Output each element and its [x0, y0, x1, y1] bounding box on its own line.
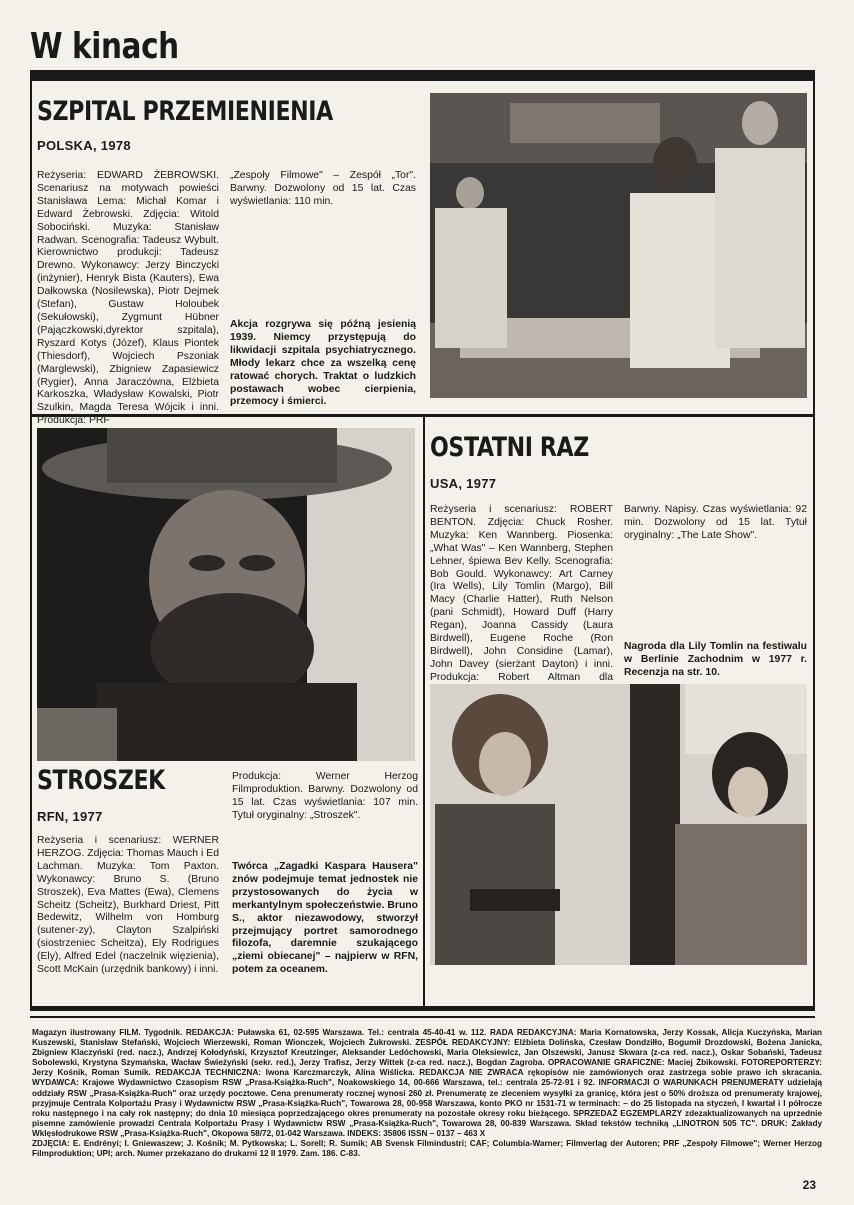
vertical-divider-lower	[423, 417, 425, 1007]
summary-ostatni-raz: Nagroda dla Lily Tomlin na festiwalu w Berlinie Zachodnim w 1977 r. Recenzja na str. 10.	[624, 641, 807, 678]
film-title-stroszek: STROSZEK	[37, 765, 165, 796]
credits-ostatni-raz-col1: Reżyseria i scenariusz: ROBERT BENTON. Zdjęcia: Chuck Rosher. Muzyka: Ken Wannberg. Piosenka: „What Was" – Ken Wannberg, Stephen Lehner, śpiewa Bev Kelly. Scenografia: Bob Gould. Wykonawcy: Art Carney (Ira Wells), Lily Tomlin (Margo), Bill Macy (Charlie Hatter), Ruth Nelson (pani Schmidt), Howard Duff (Harry Regan), Joanna Cassidy (Laura Birdwell), Eugene Roche (Ron Birdwell), John Considine (Lamar), John Davey (sierżant Dayton) i inni. Produkcja: Robert Altman dla	[430, 504, 613, 683]
still-photo-stroszek	[37, 428, 415, 761]
masthead-imprint	[32, 1028, 822, 1159]
film-title-szpital: SZPITAL PRZEMIENIENIA	[37, 96, 333, 127]
film-country-szpital: POLSKA, 1978	[37, 138, 131, 153]
box-border-left	[30, 81, 32, 1011]
still-photo-szpital	[430, 93, 807, 398]
credits-ostatni-raz-col2: Barwny. Napisy. Czas wyświetlania: 92 min. Dozwolony od 15 lat. Tytuł oryginalny: „The Late Show".	[624, 504, 807, 541]
masthead-text: Magazyn ilustrowany FILM. Tygodnik. REDAKCJA: Puławska 61, 02-595 Warszawa. Tel.: centrala 45-40-41 w. 112. RADA REDAKCYJNA: Maria Kornatowska, Jerzy Kossak, Alicja Kuczyńska, Marian Kuszewski, Stanisław Stefański, Wojciech Wierzewski, Roman Wionczek, Wojciech Żukrowski. ZESPÓŁ REDAKCYJNY: Elżbieta Dolińska, Czesław Dondziłło, Bogumił Drozdowski, Bożena Janicka, Zbigniew Klaczyński (red. nacz.), Andrzej Kołodyński, Krzysztof Kreutzinger, Aleksander Ledóchowski, Maria Oleksiewicz, Jan Olszewski, Janusz Skwara (z-ca red. nacz.), Oskar Sobański, Tadeusz Sobolewski, Krystyna Szymańska, Wacław Świeżyński (sekr. red.), Jerzy Trafisz, Jerzy Wittek (z-ca red. nacz.), Bogdan Zagroba. OPRACOWANIE GRAFICZNE: Maciej Żbikowski. FOTOREPORTERZY: Jerzy Kośnik, Roman Sumik. REDAKCJA TECHNICZNA: Iwona Karczmarczyk, Alina Wiślicka. REDAKCJA NIE ZWRACA rękopisów nie zamówionych oraz zastrzega sobie prawo ich skracania. WYDAWCA: Krajowe Wydawnictwo Czasopism RSW „Prasa-Książka-Ruch", Noakowskiego 14, 00-666 Warszawa, tel.: centrala 25-72-91 i 92. INFORMACJI O WARUNKACH PRENUMERATY udzielają oddziały RSW „Prasa-Książka-Ruch" oraz urzędy pocztowe. Cena prenumeraty rocznej wynosi 260 zł. Prenumeratę ze zleceniem wysyłki za granicę, która jest o 50% droższa od prenumeraty krajowej, przyjmuje Centrala Kolportażu Prasy i Wydawnictw RSW „Prasa-Książka-Ruch", Towarowa 28, 00-958 Warszawa, konto PKO nr 1531-71 w terminach: – do 25 listopada na styczeń, I kwartał i I półrocze roku następnego i na cały rok następny; do dnia 10 miesiąca poprzedzającego okres prenumeraty na pozostałe okresy roku bieżącego. SPRZEDAŻ EGZEMPLARZY zdezaktualizowanych na uprzednie pisemne zamówienie prowadzi Centrala Kolportażu Prasy i Wydawnictw RSW „Prasa-Książka-Ruch", Towarowa 28, 00-839 Warszawa. Skład tekstów techniką „LINOTRON 505 TC". DRUK: Zakłady Wklęsłodrukowe RSW „Prasa-Książka-Ruch", Okopowa 58/72, 01-042 Warszawa. INDEKS: 35806 ISSN – 0137 – 463 X	[32, 1028, 822, 1138]
credits-szpital-col2: „Zespoły Filmowe" – Zespół „Tor". Barwny. Dozwolony od 15 lat. Czas wyświetlania: 110 min.	[230, 170, 416, 207]
credits-stroszek-col2: Produkcja: Werner Herzog Filmproduktion. Barwny. Dozwolony od 15 lat. Czas wyświetlania: 107 min. Tytuł oryginalny: „Stroszek".	[232, 771, 418, 821]
film-title-ostatni-raz: OSTATNI RAZ	[430, 432, 589, 463]
credits-stroszek-col1: Reżyseria i scenariusz: WERNER HERZOG. Zdjęcia: Thomas Mauch i Ed Lachman. Muzyka: Tom Paxton. Wykonawcy: Bruno S. (Bruno Stroszek), Eva Mattes (Ewa), Clemens Scheitz (Scheitz), Burkhard Driest, Pitt Bedewitz, Wilhelm von Homburg (sutener-zy), Clayton Szalpiński (siostrzeniec Scheitza), Ely Rodrigues (Ely), Alfred Edel (naczelnik więzienia), Scott McKain (urzędnik bankowy) i inni.	[37, 835, 219, 976]
summary-szpital: Akcja rozgrywa się późną jesienią 1939. Niemcy przystępują do likwidacji szpitala psychiatrycznego. Młody lekarz chce za wszelką cenę ratować chorych. Traktat o ludzkich postawach wobec cierpienia, przemocy i śmierci.	[230, 319, 416, 408]
credits-szpital-col1: Reżyseria: EDWARD ŻEBROWSKI. Scenariusz na motywach powieści Stanisława Lema: Michał Komar i Edward Żebrowski. Zdjęcia: Witold Sobociński. Muzyka: Stanisław Radwan. Scenografia: Tadeusz Wybult. Kierownictwo produkcji: Tadeusz Drewno. Wykonawcy: Jerzy Binczycki (inżynier), Henryk Bista (Kauters), Ewa Dałkowska (Nosilewska), Piotr Dejmek (Stefan), Gustaw Holoubek (Sekułowski), Zygmunt Hübner (Pajączkowski,dyrektor szpitala), Ryszard Kotys (Józef), Klaus Piontek (Thiesdorf), Wojciech Pszoniak (Marglewski), Zbigniew Zapasiewicz (Rygier), Anna Jaraczówna, Elżbieta Karkoszka, Władysław Kowalski, Piotr Szulkin, Magda Teresa Wójcik i inni. Produkcja: PRF	[37, 170, 219, 427]
header-rule	[30, 70, 815, 81]
photo-credits: ZDJĘCIA: E. Endrényi; I. Gniewaszew; J. Kośnik; M. Pytkowska; L. Sorell; R. Sumik; AB Svensk Filmindustri; CAF; Columbia-Warner; Filmverlag der Autoren; PRF „Zespoły Filmowe"; Werner Herzog Filmproduktion; UPI; arch. Numer przekazano do drukarni 12 II 1979. Zam. 186. C-83.	[32, 1139, 822, 1159]
film-country-stroszek: RFN, 1977	[37, 809, 103, 824]
film-country-ostatni-raz: USA, 1977	[430, 476, 497, 491]
footer-top-rule	[30, 1016, 815, 1018]
page-number: 23	[802, 1178, 816, 1192]
still-photo-ostatni-raz	[430, 684, 807, 965]
box-border-right	[813, 81, 815, 1011]
page-section-title: W kinach	[30, 26, 179, 67]
summary-stroszek: Twórca „Zagadki Kaspara Hausera" znów podejmuje temat jednostek nie przystosowanych do życia w merkantylnym społeczeństwie. Bruno S., aktor niezawodowy, stworzył przejmujący portret samorodnego filozofa, daremnie szukającego „ziemi obiecanej" – najpierw w RFN, potem za oceanem.	[232, 861, 418, 976]
